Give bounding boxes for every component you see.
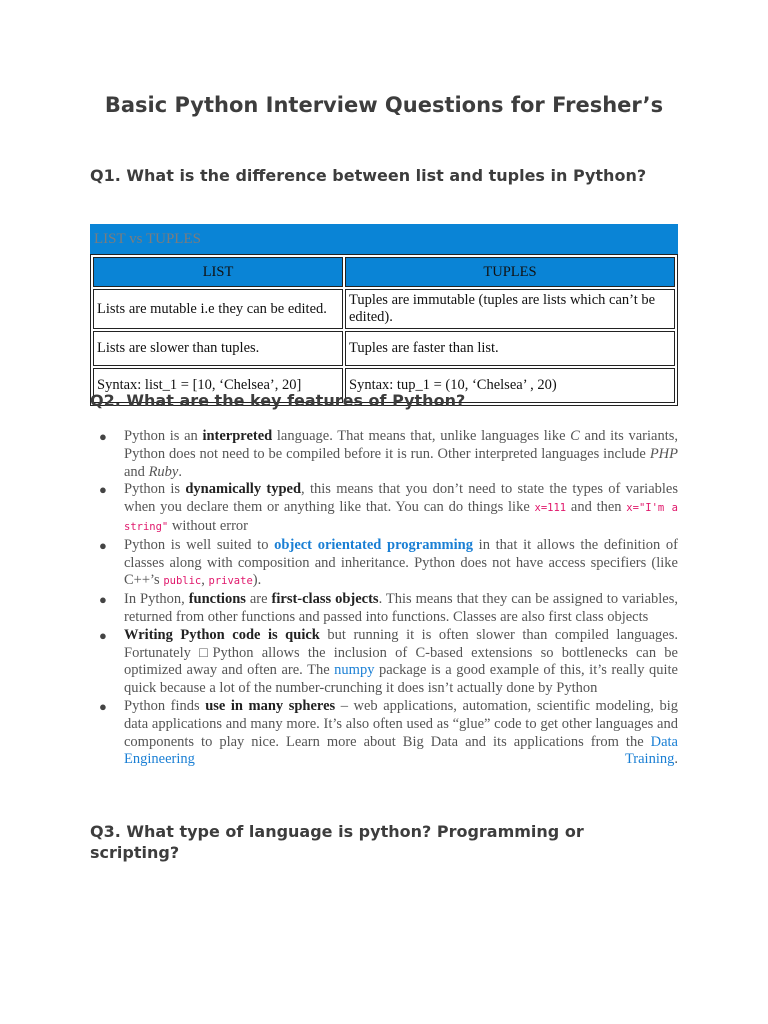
missing-glyph-icon: □ — [199, 644, 213, 661]
list-item: ● Python is well suited to object orientated programming in that it allows the definition of classes along with composition and inheritance. Python does not have access specifiers (like C++’s public, private). — [99, 536, 678, 589]
code-snippet: x="I'm a string" — [124, 502, 678, 533]
question-2-heading: Q2. What are the key features of Python? — [90, 391, 466, 410]
bullet-icon: ● — [99, 482, 107, 498]
oop-link[interactable]: object orientated programming — [274, 536, 473, 553]
page-title: Basic Python Interview Questions for Fresher’s — [104, 93, 664, 117]
bullet-icon: ● — [99, 592, 107, 608]
list-item: ● Writing Python code is quick but running it is often slower than compiled languages. Fortunately □Python allows the inclusion of C-based extensions so bottlenecks can be optimized away and often are. The numpy package is a good example of this, it’s really quite quick because a lot of the number-crunching it does isn’t actually done by Python — [99, 626, 678, 697]
code-snippet: public — [163, 575, 202, 588]
column-header-tuples: TUPLES — [345, 257, 675, 287]
question-3-heading: Q3. What type of language is python? Programming or scripting? — [90, 822, 584, 862]
table-cell: Syntax: tup_1 = (10, ‘Chelsea’ , 20) — [345, 368, 675, 403]
table-cell: Lists are mutable i.e they can be edited. — [93, 289, 343, 329]
table-header-row — [93, 257, 675, 287]
table-cell: Syntax: list_1 = [10, ‘Chelsea’, 20] — [93, 368, 343, 403]
comparison-table — [90, 254, 678, 406]
bullet-icon: ● — [99, 429, 107, 444]
numpy-link[interactable]: numpy — [334, 662, 375, 679]
table-cell: Tuples are immutable (tuples are lists which can’t be edited). — [345, 289, 675, 329]
table-row — [93, 331, 675, 366]
table-row — [93, 289, 675, 329]
table-cell: Tuples are faster than list. — [345, 331, 675, 366]
python-features-list — [90, 428, 678, 769]
list-item: ● Python is dynamically typed, this means that you don’t need to state the types of variables when you declare them or anything like that. You can do things like x=111 and then x="I'm a string" without error — [99, 481, 678, 534]
column-header-list: LIST — [93, 257, 343, 287]
list-item: ● In Python, functions are first-class objects. This means that they can be assigned to variables, returned from other functions and passed into functions. Classes are also first class objects — [99, 591, 678, 625]
question-1-heading: Q1. What is the difference between list and tuples in Python? — [90, 166, 647, 185]
table-caption: LIST vs TUPLES — [90, 224, 678, 254]
data-engineering-training-link[interactable]: Data Engineering Training — [124, 733, 678, 768]
table-cell: Lists are slower than tuples. — [93, 331, 343, 366]
bullet-icon: ● — [99, 698, 107, 714]
bullet-icon: ● — [99, 537, 107, 553]
code-snippet: private — [208, 575, 253, 588]
bullet-icon: ● — [99, 627, 107, 643]
list-vs-tuples-table — [90, 224, 678, 406]
list-item: ● Python is an interpreted language. That means that, unlike languages like C and its variants, Python does not need to be compiled before it is run. Other interpreted languages include PHP and Ruby. — [99, 428, 678, 480]
code-snippet: x=111 — [534, 502, 567, 515]
list-item: ● Python finds use in many spheres – web applications, automation, scientific modeling, big data applications and many more. It’s also often used as “glue” code to get other languages and components to play nice. Learn more about Big Data and its applications from the Data Engineering Training. — [99, 697, 679, 768]
